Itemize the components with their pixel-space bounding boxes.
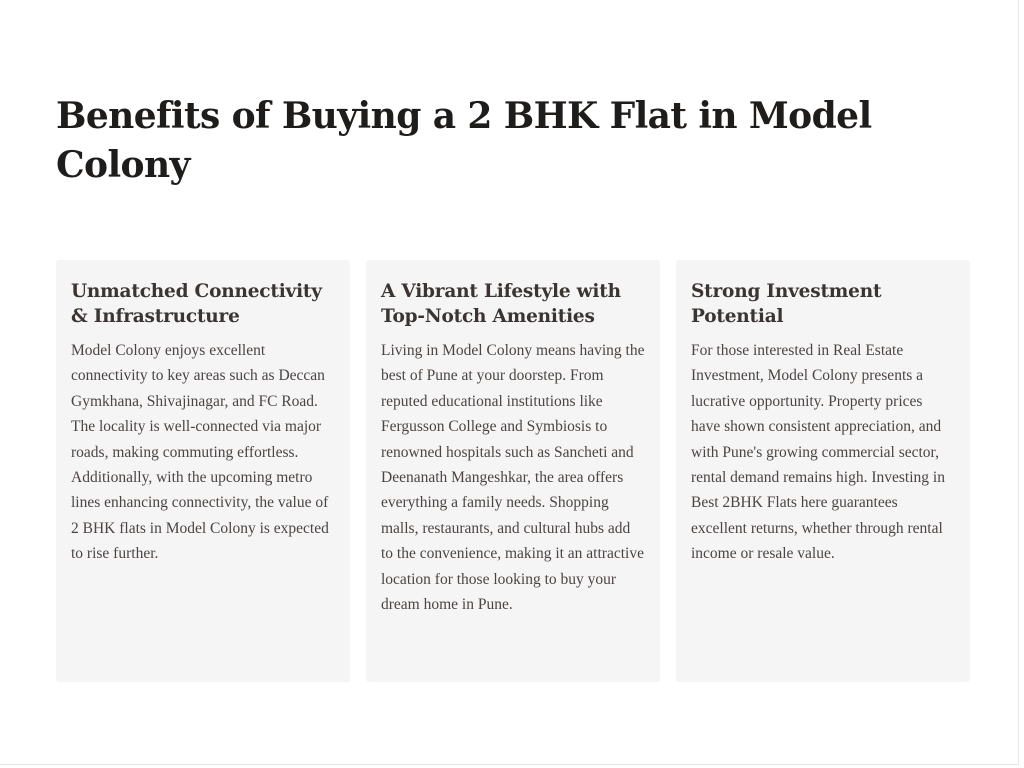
card-title: Unmatched Connectivity & Infrastructure: [71, 281, 322, 327]
card-title: Strong Investment Potential: [691, 281, 882, 327]
card-title: A Vibrant Lifestyle with Top-Notch Amenities: [381, 281, 621, 327]
section-title: Benefits of Buying a 2 BHK Flat in Model Colony: [56, 95, 872, 186]
benefit-cards: [56, 260, 970, 682]
card-text: For those interested in Real Estate Investment, Model Colony presents a lucrative opportunity. Property prices have shown consistent appreciation, and with Pune's growing commercial sector, rental demand remains high. Investing in Best 2BHK Flats here guarantees excellent returns, whether through rental income or resale value.: [691, 342, 945, 563]
card-lifestyle: [366, 260, 660, 682]
card-connectivity: [56, 260, 350, 682]
card-text: Model Colony enjoys excellent connectivity to key areas such as Deccan Gymkhana, Shivajinagar, and FC Road. The locality is well-connected via major roads, making commuting effortless. Additionally, with the upcoming metro lines enhancing connectivity, the value of 2 BHK flats in Model Colony is expected to rise further.: [71, 342, 329, 563]
card-investment: [676, 260, 970, 682]
card-text: Living in Model Colony means having the best of Pune at your doorstep. From reputed educational institutions like Fergusson College and Symbiosis to renowned hospitals such as Sancheti and Deenanath Mangeshkar, the area offers everything a family needs. Shopping malls, restaurants, and cultural hubs add to the convenience, making it an attractive location for those looking to buy your dream home in Pune.: [381, 342, 645, 614]
